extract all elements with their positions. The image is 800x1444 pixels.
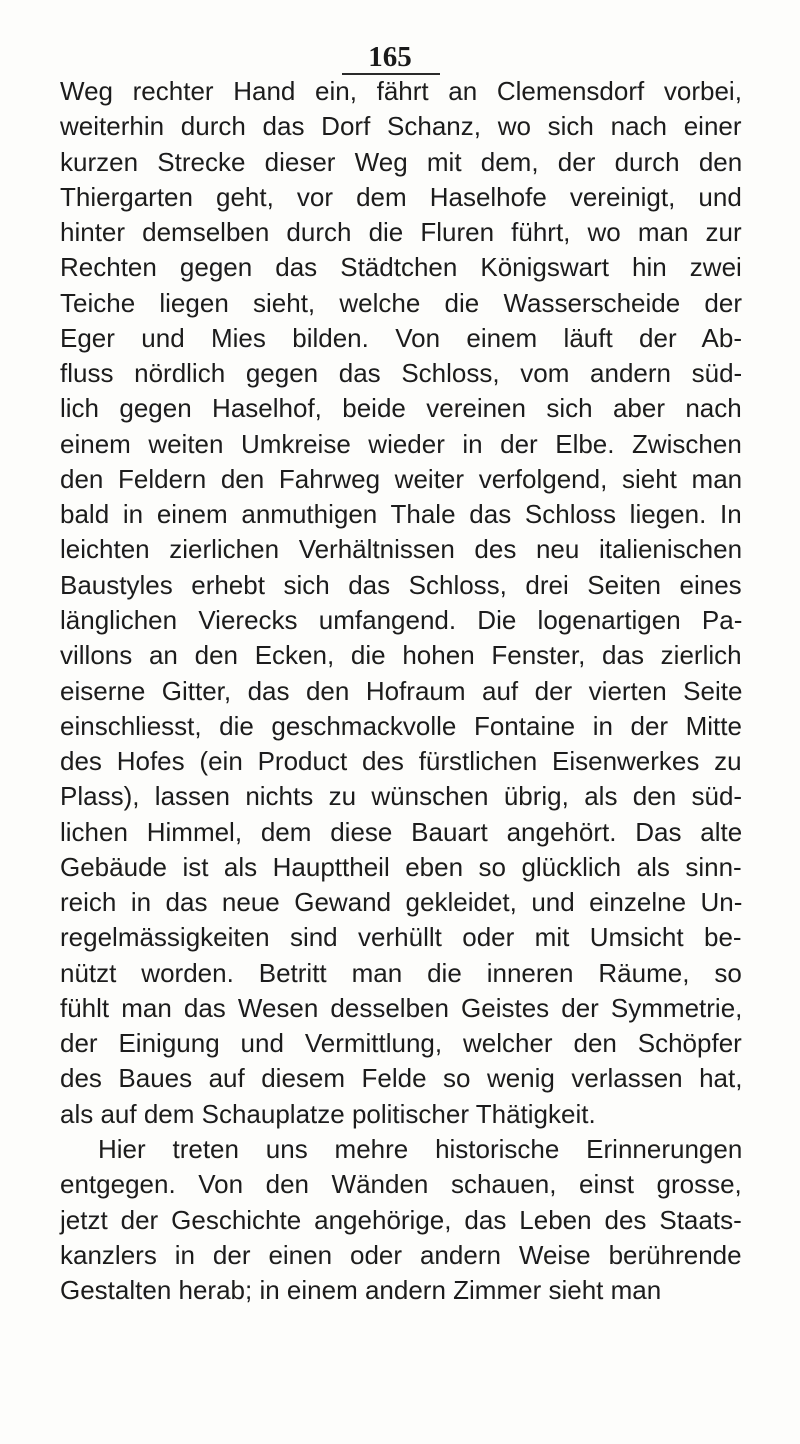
text-line: einem weiten Umkreise wieder in der Elbe. Zwischen xyxy=(60,428,742,459)
text-line: Thiergarten geht, vor dem Haselhofe vereinigt, und xyxy=(60,181,742,212)
body-text xyxy=(60,74,742,1308)
text-line: hinter demselben durch die Fluren führt, wo man zur xyxy=(60,217,742,248)
text-line: reich in das neue Gewand gekleidet, und einzelne Un- xyxy=(60,887,743,918)
text-line: Eger und Mies bilden. Von einem läuft der Ab- xyxy=(60,322,742,353)
text-line: Rechten gegen das Städtchen Königswart hin zwei xyxy=(60,252,742,283)
text-line: entgegen. Von den Wänden schauen, einst grosse, xyxy=(60,1169,742,1200)
text-line: Hier treten uns mehre historische Erinnerungen xyxy=(98,1133,743,1164)
text-line: regelmässigkeiten sind verhüllt oder mit Umsicht be- xyxy=(60,922,742,953)
text-line: einschliesst, die geschmackvolle Fontaine in der Mitte xyxy=(60,710,742,741)
text-line: des Hofes (ein Product des fürstlichen Eisenwerkes zu xyxy=(60,746,742,777)
text-line: weiterhin durch das Dorf Schanz, wo sich nach einer xyxy=(60,111,742,142)
text-line: Baustyles erhebt sich das Schloss, drei Seiten eines xyxy=(60,569,742,600)
text-line: Weg rechter Hand ein, fährt an Clemensdorf vorbei, xyxy=(60,76,742,106)
page-number: 165 xyxy=(368,41,412,73)
text-line: leichten zierlichen Verhältnissen des neu italienischen xyxy=(60,534,743,565)
text-line: Gebäude ist als Haupttheil eben so glücklich als sinn- xyxy=(60,851,742,882)
text-line: als auf dem Schauplatze politischer Thätigkeit. xyxy=(60,1098,596,1129)
text-line: eiserne Gitter, das den Hofraum auf der vierten Seite xyxy=(60,675,743,706)
text-line: des Baues auf diesem Felde so wenig verlassen hat, xyxy=(60,1063,743,1094)
text-line: nützt worden. Betritt man die inneren Räume, so xyxy=(60,957,742,988)
text-line: jetzt der Geschichte angehörige, das Leben des Staats- xyxy=(60,1204,742,1235)
text-line: der Einigung und Vermittlung, welcher den Schöpfer xyxy=(60,1028,742,1059)
text-line: länglichen Vierecks umfangend. Die logenartigen Pa- xyxy=(60,604,743,635)
text-line: lich gegen Haselhof, beide vereinen sich aber nach xyxy=(60,393,742,424)
text-line: Teiche liegen sieht, welche die Wasserscheide der xyxy=(60,287,743,318)
text-line: villons an den Ecken, die hohen Fenster, das zierlich xyxy=(60,640,742,671)
text-line: lichen Himmel, dem diese Bauart angehört. Das alte xyxy=(60,816,743,847)
text-line: kurzen Strecke dieser Weg mit dem, der durch den xyxy=(60,146,743,177)
text-line: Plass), lassen nichts zu wünschen übrig, als den süd- xyxy=(60,781,743,812)
text-line: kanzlers in der einen oder andern Weise berührende xyxy=(60,1239,742,1270)
text-line: bald in einem anmuthigen Thale das Schloss liegen. In xyxy=(60,499,742,530)
text-line: Gestalten herab; in einem andern Zimmer sieht man xyxy=(60,1275,662,1306)
text-line: den Feldern den Fahrweg weiter verfolgend, sieht man xyxy=(60,463,743,494)
text-line: fluss nördlich gegen das Schloss, vom andern süd- xyxy=(60,358,743,389)
text-line: fühlt man das Wesen desselben Geistes der Symmetrie, xyxy=(60,992,743,1023)
